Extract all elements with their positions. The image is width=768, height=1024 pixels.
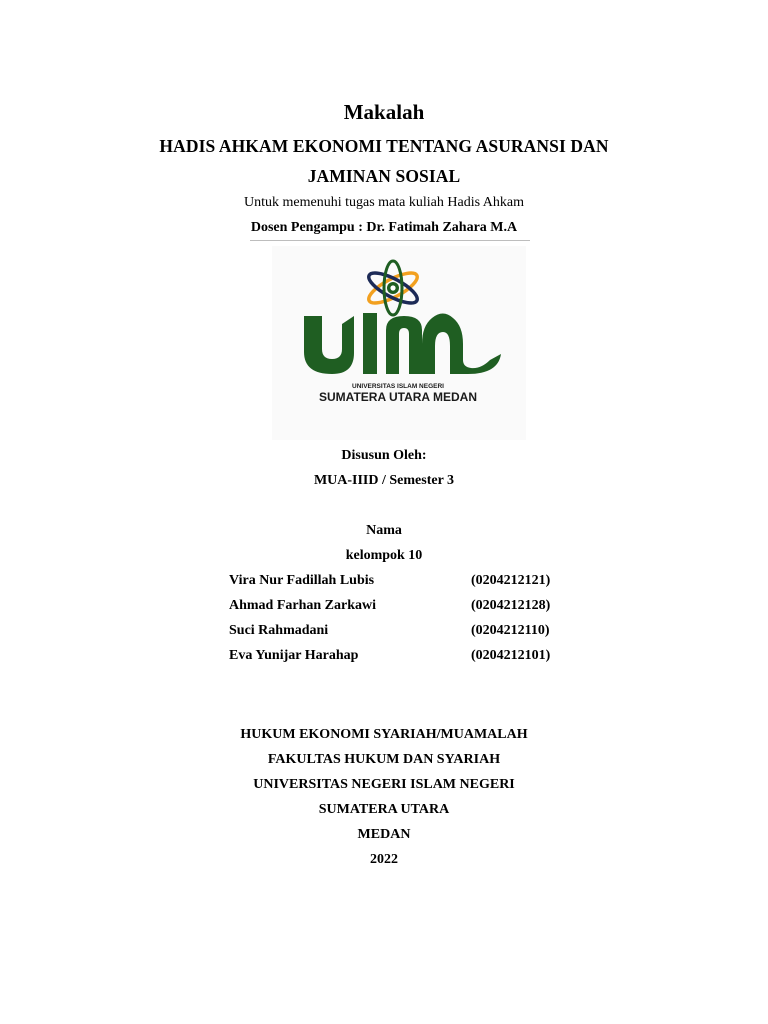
document-title-line-1: HADIS AHKAM EKONOMI TENTANG ASURANSI DAN [159,136,609,156]
member-name: Eva Yunijar Harahap [229,648,359,663]
member-name: Vira Nur Fadillah Lubis [229,573,375,588]
logo-subtitle-large: SUMATERA UTARA MEDAN [319,390,477,404]
city-name: MEDAN [357,827,411,842]
member-row [229,648,562,668]
faculty-name: FAKULTAS HUKUM DAN SYARIAH [267,752,501,767]
class-semester: MUA-IIID / Semester 3 [313,473,455,488]
document-title-line-2: JAMINAN SOSIAL [307,166,461,186]
authors-heading: Disusun Oleh: [341,448,427,463]
document-label: Makalah [343,100,425,124]
lecturer-line: Dosen Pengampu : Dr. Fatimah Zahara M.A [250,220,518,235]
member-row [229,623,562,643]
member-id: (0204212110) [471,623,550,638]
member-row [229,598,562,618]
region-name: SUMATERA UTARA [318,802,450,817]
name-heading: Nama [366,523,402,538]
member-id: (0204212128) [471,598,551,613]
logo-subtitle-small: UNIVERSITAS ISLAM NEGERI [352,383,444,390]
university-logo [272,246,526,440]
member-id: (0204212101) [471,648,551,663]
university-name: UNIVERSITAS NEGERI ISLAM NEGERI [253,777,515,792]
group-label: kelompok 10 [345,548,423,563]
uin-logo-icon [272,246,526,440]
member-name: Suci Rahmadani [229,623,329,638]
member-name: Ahmad Farhan Zarkawi [229,598,377,613]
year: 2022 [370,852,398,867]
divider [250,240,530,241]
member-id: (0204212121) [471,573,551,588]
program-name: HUKUM EKONOMI SYARIAH/MUAMALAH [240,727,528,742]
member-row [229,573,562,593]
document-purpose: Untuk memenuhi tugas mata kuliah Hadis Ahkam [244,195,524,210]
